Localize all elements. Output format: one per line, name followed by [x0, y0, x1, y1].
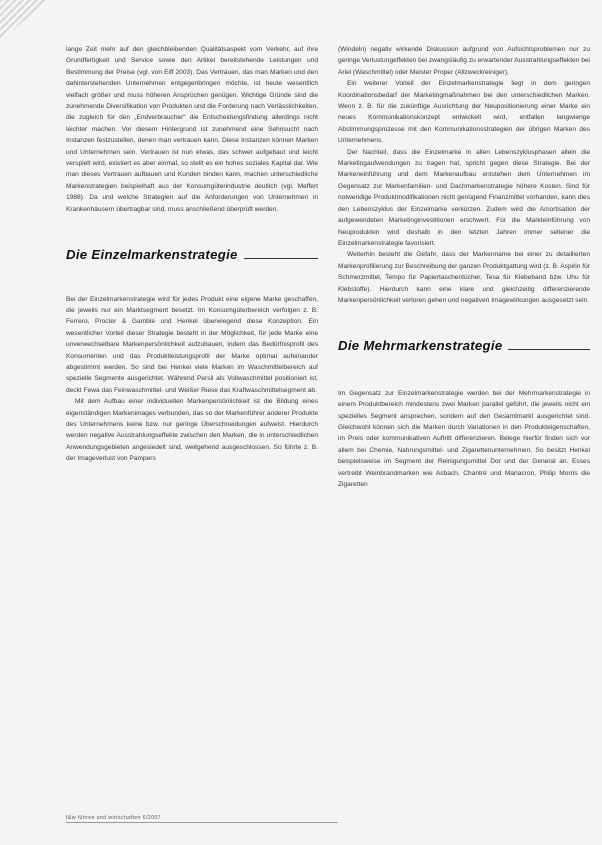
right-paragraph-1: (Windeln) negativ wirkende Diskussion aufgrund von Aufsichtsproblemen nur zu geringe Verlustungeffekten bei zwangsläufig zu erwartender Ausstrahlungseffekten bei Ariel (Waschmittel) oder Meister Proper (Allzweckreiniger). [338, 46, 590, 76]
section-heading-text: Die Mehrmarkenstrategie [338, 338, 503, 354]
heading-rule [244, 258, 318, 259]
left-column [66, 44, 318, 465]
left-paragraph-2: Bei der Einzelmarkenstrategie wird für jedes Produkt eine eigene Marke geschaffen, die jeweils nur ein Marktsegment besetzt. Im Konsumgüterbereich verfolgen z. B. Ferrero, Procter & Gamble und Henkel überwiegend diese Konzeption. Ein wesentlicher Vorteil dieser Strategie besteht in der Möglichkeit, für jede Marke eine unverwechselbare Markenpersönlichkeit aufzubauen, indem das Bedürfnisprofil des Konsumenten und das Produktleistungsprofil der Marke optimal aufeinander abgestimmt werden. So sind bei Henkel viele Marken im Waschmittelbereich auf spezielle Segmente ausgerichtet. Während Persil als Vollwaschmittel positioniert ist, deckt Fewa das Feinwaschmittel- und Weißer Riese das Kraftwaschmittelsegment ab. [66, 295, 318, 394]
left-paragraph-1: lange Zeit mehr auf den gleichbleibenden Qualitätsaspekt vom Verkehr, auf ihre Grundfertigkeit und Service sowie den Artikel bereitstehende Leistungen und Bestimmung der Preise (vgl. von Eiff 2003). Das Vertrauen, das man Marken und den dahinterstehenden Unternehmen entgegenbringen möchte, ist heute wesentlich vielfach größer und muss höheren Ansprüchen genügen. Wichtige Gründe sind die zunehmende Diversifikation von Produkten und die Forderung nach Verlässlichkeiten, die zugleich für den „Endverbraucher“ die Entscheidungsfindung allerdings nicht leichter machen. Vor diesem Hintergrund ist zunehmend eine Sehnsucht nach Instanzen festzustellen, denen man vertrauen kann. Diese Instanzen können Marken und Unternehmen sein. Vertrauen ist nun etwas, das schwer aufgebaut und leicht verspielt wird, existiert es aber einmal, so stellt es ein hohes soziales Kapital dar. Wie man dieses Vertrauen aufbauen und Kunden binden kann, machen unterschiedliche Markenstrategien beispielhaft aus der Konsumgüterindustrie deutlich (vgl. Meffert 1988). Da und welche Strategien auf die Anforderungen von Unternehmen in Krankenhäusern übertragbar sind, muss anschließend überprüft werden. [66, 46, 318, 213]
footer-rule [66, 822, 338, 823]
section-heading-text: Die Einzelmarkenstrategie [66, 247, 238, 263]
right-column [338, 44, 590, 490]
right-paragraph-2: Ein weiterer Vorteil der Einzelmarkenstrategie liegt in dem geringen Koordinationsbedarf der Marketingmaßnahmen bei den unterschiedlichen Marken. Wenn z. B. für die zukünftige Ausrichtung der Neupositionierung einer Marke ein neues Kommunikationskonzept entwickelt wird, entfallen langwierige Abstimmungsprozesse mit den Kommunikationsstrategien der übrigen Marken des Unternehmens. [338, 80, 590, 145]
right-paragraph-4: Weiterhin besteht die Gefahr, dass der Markenname bei einer zu detaillierten Markenprofilierung zur Beschreibung der ganzen Produktgattung wird (z. B. Aspirin für Schmerzmittel, Tempo für Papiertaschentücher, Tesa für Klebeband bzw. Uhu für Klebstoffe). Hierdurch kann eine klare und gleichzeitig differenzierende Markenpersönlichkeit verloren gehen und negativen Imagewirkungen ausgesetzt sein. [338, 251, 590, 304]
right-paragraph-3: Der Nachteil, dass die Einzelmarke in allen Lebenszyklusphasen allein die Marketingaufwendungen zu tragen hat, spricht gegen diese Strategie. Bei der Markeneinführung und dem Markenaufbau entstehen dem Unternehmen im Gegensatz zur Markenfamilien- und Dachmarkenstrategie höhere Kosten. Sind für notwendige Produktmodifikationen nicht genügend Finanzmittel vorhanden, kann dies den Lebenszyklus der Einzelmarke verkürzen. Zudem wird die Amortisation der aufgewendeten Marketinginvestitionen erschwert. Für die Markteinführung von Neuprodukten wird deshalb in den letzten Jahren immer seltener die Einzelmarkenstrategie favorisiert. [338, 148, 590, 247]
section-heading-mehrmarkenstrategie [338, 338, 590, 354]
left-paragraph-3: Mit dem Aufbau einer individuellen Markenpersönlichkeit ist die Bildung eines eigenständigen Markenimages verbunden, das so der Markenführer anderer Produkte des Unternehmens keine bzw. nur geringe Überschneidungen aufweist. Hierdurch werden negative Ausstrahlungseffekte zwischen den Marken, die in unterschiedlichen Anwendungsgebieten angesiedelt sind, weitgehend ausgeschlossen. So führte z. B. der Imageverlust von Pampers [66, 398, 318, 463]
section-heading-einzelmarkenstrategie [66, 247, 318, 263]
scan-corner-mark [0, 0, 50, 40]
right-paragraph-5: Im Gegensatz zur Einzelmarkenstrategie werden bei der Mehrmarkenstrategie in einem Produktbereich mindestens zwei Marken parallel geführt, die jeweils nicht ein spezielles Segment ansprechen, sondern auf den Gesamtmarkt ausgerichtet sind. Gleichwohl können sich die Marken durch Variationen in den Produkteigenschaften, im Preis oder kommunikativen Auftritt differenzieren. Belege hierfür finden sich vor allem bei Chemie, Nahrungsmittel- und Zigarettenunternehmen. So besitzt Henkel beispielsweise im Segment der Reinigungsmittel Dor und der General an. Esses vertreibt Weinbrandmarken wie Asbach, Chantré und Mariacron, Philip Morris die Zigaretten [338, 389, 590, 488]
heading-rule [508, 349, 590, 350]
page-footer: f&w führen und wirtschaften 6/2007 [66, 815, 161, 821]
